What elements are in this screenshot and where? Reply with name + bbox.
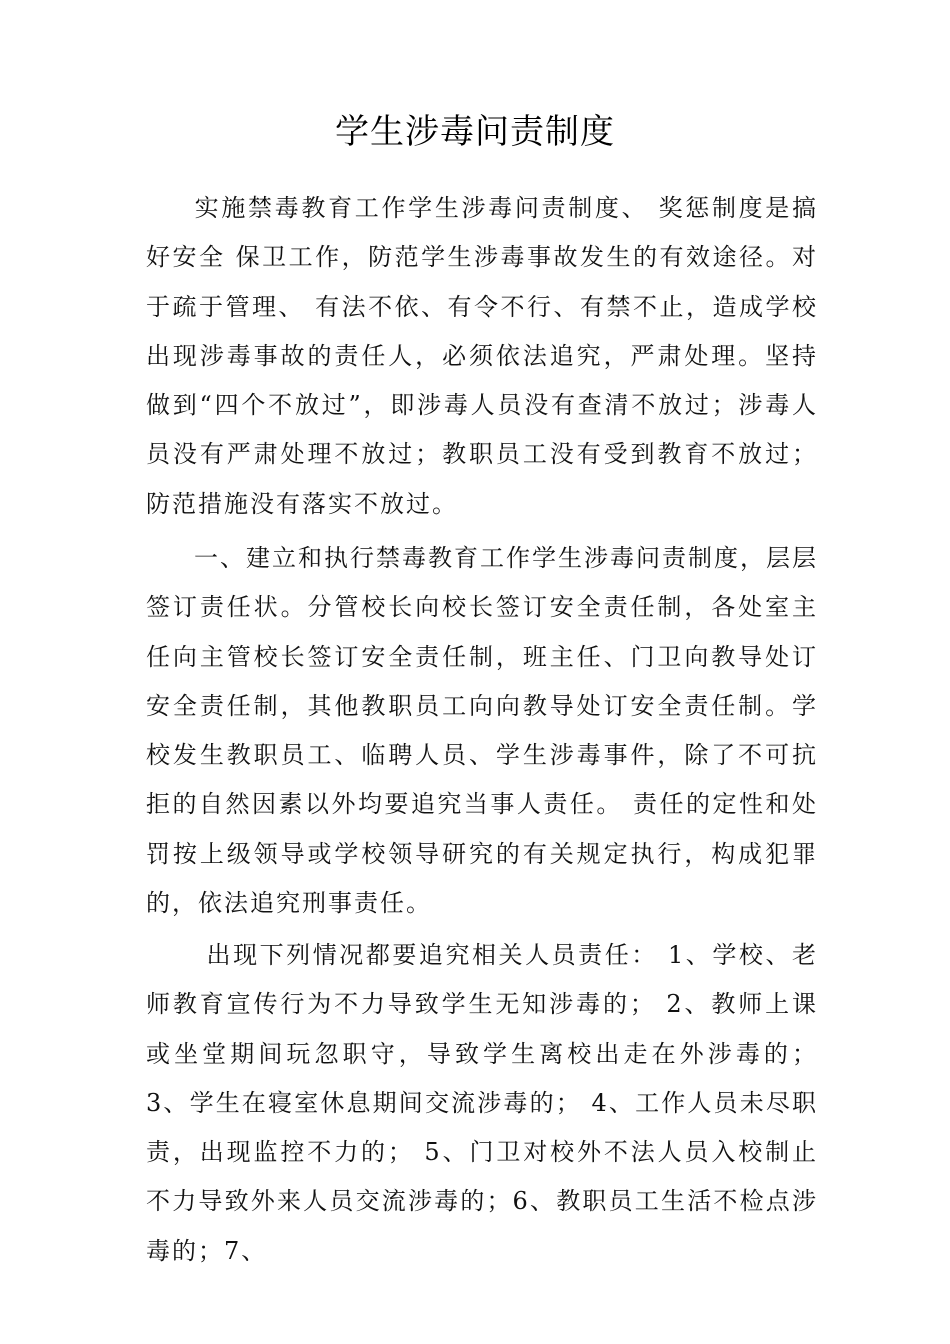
paragraph-1-text: 实施禁毒教育工作学生涉毒问责制度、 奖惩制度是搞好安全 保卫工作，防范学生涉毒事故发生的有效途径。对于疏于管理、 有法不依、有令不行、有禁不止，造成学校出现涉毒事故的责任人，必须依法追究，严肃处理。坚持做到“四个不放过”，即涉毒人员没有查清不放过；涉毒人员没有严肃处理不放过；教职员工没有受到教育不放过；防范措施没有落实不放过。 <box>146 194 818 518</box>
document-title: 学生涉毒问责制度 <box>335 112 615 152</box>
paragraph-3-text: 出现下列情况都要追究相关人员责任： 1、学校、老师教育宣传行为不力导致学生无知涉毒的； 2、教师上课或坐堂期间玩忽职守，导致学生离校出走在外涉毒的； 3、学生在寝室休息期间交流涉毒的； 4、工作人员未尽职责，出现监控不力的； 5、门卫对校外不法人员入校制止不力导致外来人员交流涉毒的；6、教职员工生活不检点涉毒的；7、 <box>146 941 818 1265</box>
paragraph-2 <box>146 534 818 928</box>
paragraph-1 <box>146 184 818 529</box>
paragraph-3 <box>146 931 818 1276</box>
paragraph-2-text: 一、建立和执行禁毒教育工作学生涉毒问责制度，层层签订责任状。分管校长向校长签订安全责任制，各处室主任向主管校长签订安全责任制，班主任、门卫向教导处订安全责任制，其他教职员工向向教导处订安全责任制。学校发生教职员工、临聘人员、学生涉毒事件，除了不可抗拒的自然因素以外均要追究当事人责任。 责任的定性和处罚按上级领导或学校领导研究的有关规定执行，构成犯罪的，依法追究刑事责任。 <box>146 544 818 918</box>
